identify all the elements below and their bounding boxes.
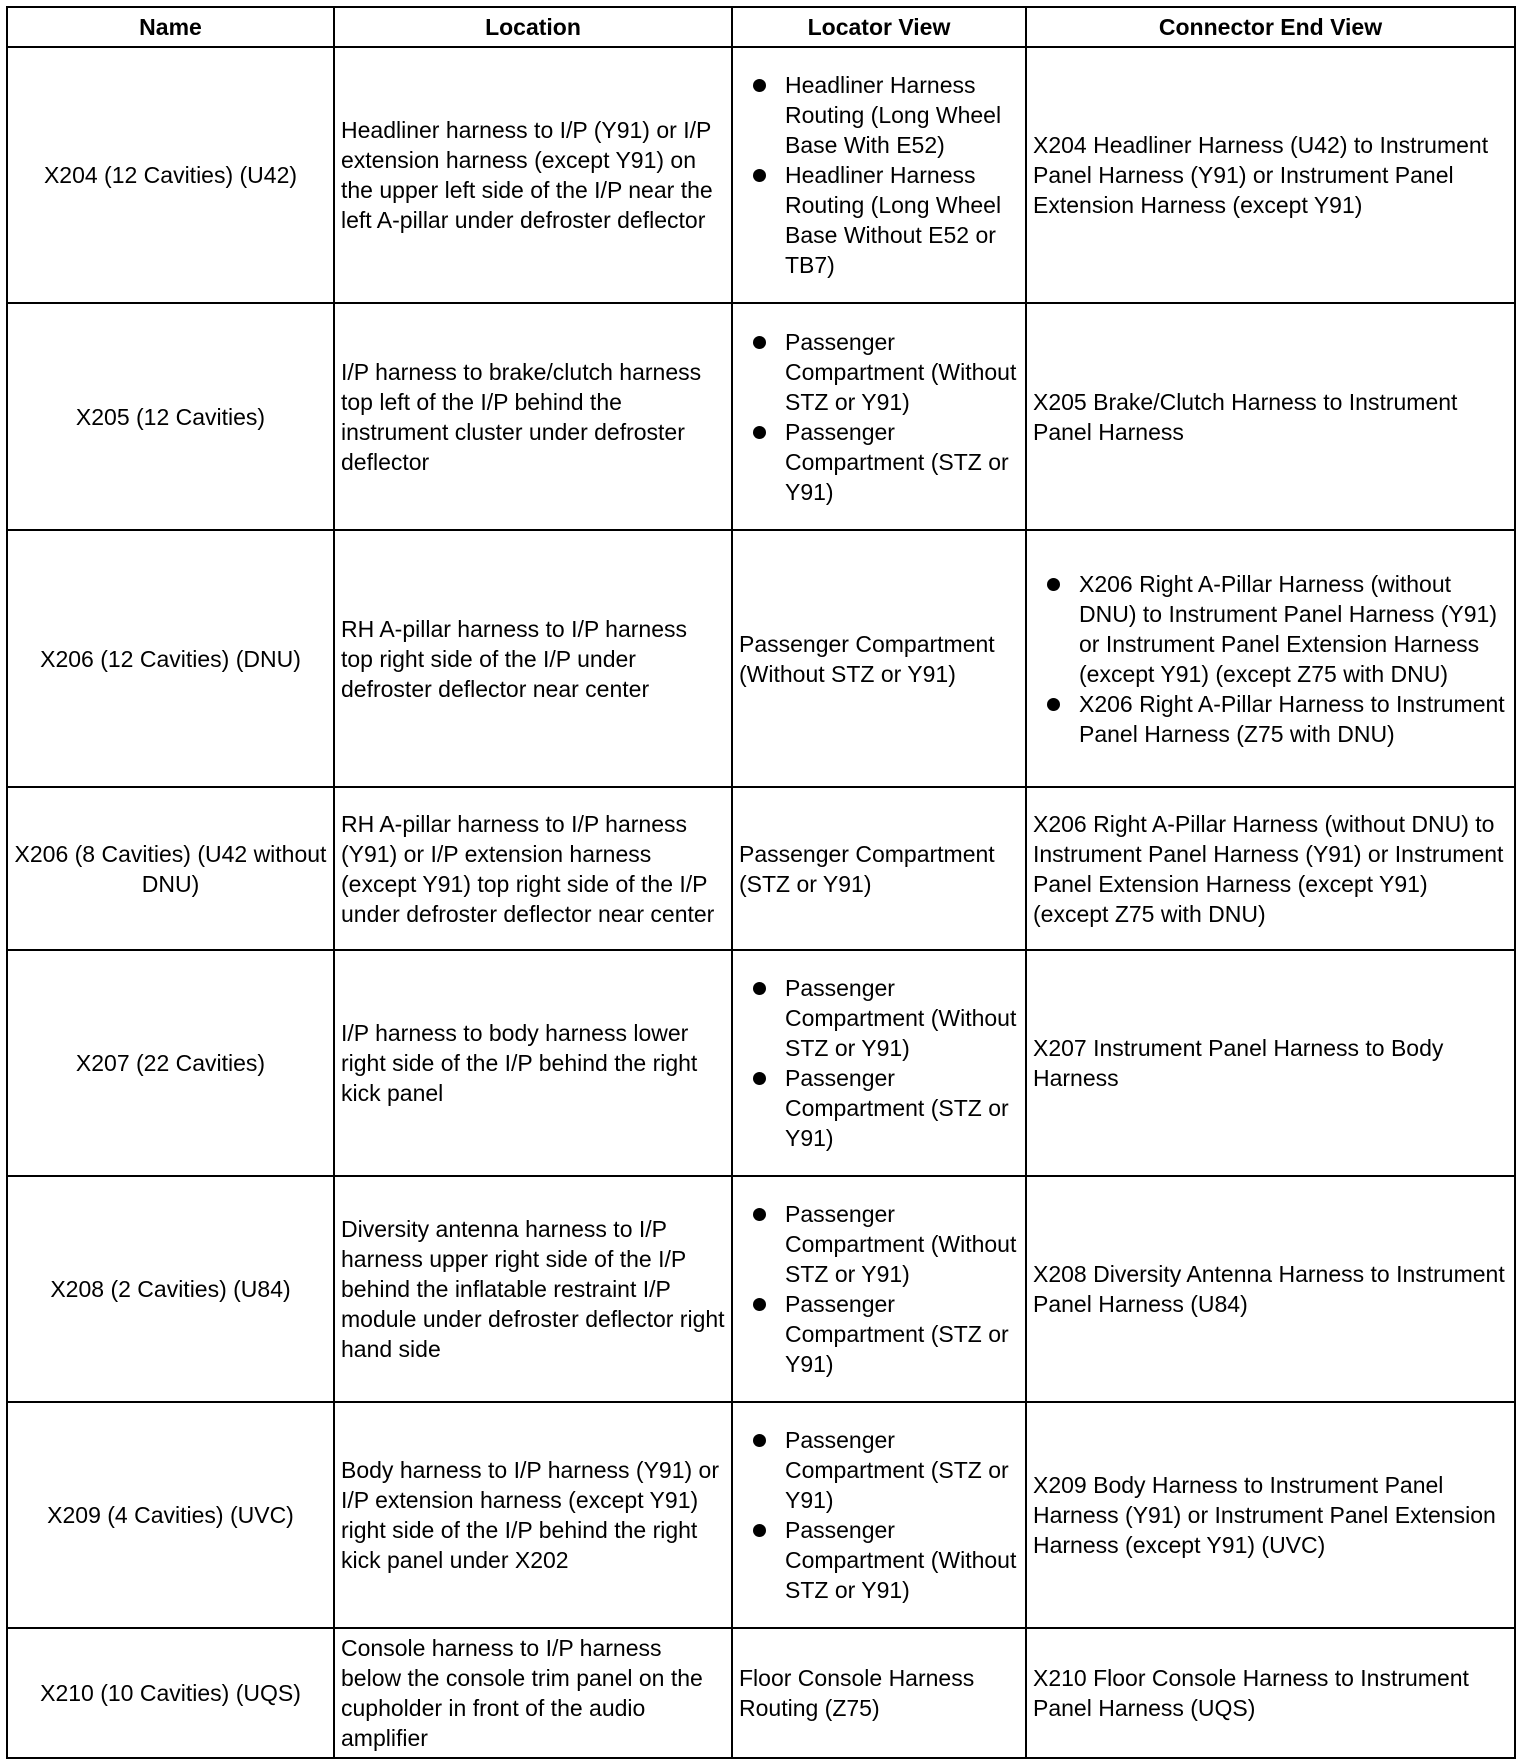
table-row xyxy=(7,787,1515,950)
locator-view-cell xyxy=(732,1176,1026,1402)
bullet-text: Headliner Harness Routing (Long Wheel Base Without E52 or TB7) xyxy=(785,162,1002,278)
table-row xyxy=(7,1402,1515,1628)
location-cell: Headliner harness to I/P (Y91) or I/P extension harness (except Y91) on the upper left side of the I/P near the left A-pillar under defroster deflector xyxy=(334,47,732,303)
connector-name-cell: X209 (4 Cavities) (UVC) xyxy=(7,1402,334,1628)
bullet-text: X206 Right A-Pillar Harness (without DNU) to Instrument Panel Harness (Y91) or Instrument Panel Extension Harness (except Y91) (except Z75 with DNU) xyxy=(1079,570,1497,687)
bullet-text: Passenger Compartment (STZ or Y91) xyxy=(785,1427,1009,1513)
cell-text: Passenger Compartment (STZ or Y91) xyxy=(739,840,995,897)
connector-end-view-cell xyxy=(1026,1628,1515,1758)
bullet-list xyxy=(1033,569,1508,749)
bullet-icon xyxy=(753,169,766,182)
bullet-item xyxy=(739,1199,1019,1289)
bullet-icon xyxy=(753,1208,766,1221)
table-row xyxy=(7,1628,1515,1758)
bullet-item xyxy=(739,160,1019,280)
cell-text: X209 Body Harness to Instrument Panel Harness (Y91) or Instrument Panel Extension Harness (except Y91) (UVC) xyxy=(1033,1472,1496,1558)
bullet-icon xyxy=(753,1298,766,1311)
bullet-icon xyxy=(753,1072,766,1085)
locator-view-cell xyxy=(732,1628,1026,1758)
cell-text: X210 Floor Console Harness to Instrument Panel Harness (UQS) xyxy=(1033,1665,1469,1721)
cell-text: X208 Diversity Antenna Harness to Instrument Panel Harness (U84) xyxy=(1033,1261,1505,1317)
connector-end-view-cell xyxy=(1026,47,1515,303)
location-cell: Console harness to I/P harness below the console trim panel on the cupholder in front of the audio amplifier xyxy=(334,1628,732,1758)
header-name: Name xyxy=(7,7,334,47)
connector-name-cell: X206 (8 Cavities) (U42 without DNU) xyxy=(7,787,334,950)
bullet-text: Passenger Compartment (Without STZ or Y91) xyxy=(785,1517,1017,1603)
bullet-icon xyxy=(753,982,766,995)
bullet-icon xyxy=(753,1524,766,1537)
connector-end-view-cell xyxy=(1026,1402,1515,1628)
connector-name-cell: X205 (12 Cavities) xyxy=(7,303,334,530)
bullet-text: X206 Right A-Pillar Harness to Instrument Panel Harness (Z75 with DNU) xyxy=(1079,690,1505,747)
bullet-list xyxy=(739,973,1019,1153)
table-row xyxy=(7,950,1515,1176)
connector-table xyxy=(6,6,1516,1759)
table-row xyxy=(7,530,1515,787)
connector-name-cell: X206 (12 Cavities) (DNU) xyxy=(7,530,334,787)
bullet-icon xyxy=(753,1434,766,1447)
cell-text: X206 Right A-Pillar Harness (without DNU) to Instrument Panel Harness (Y91) or Instrument Panel Extension Harness (except Y91) (except Z75 with DNU) xyxy=(1033,810,1504,927)
bullet-icon xyxy=(1047,578,1060,591)
table-body xyxy=(7,47,1515,1758)
bullet-icon xyxy=(753,426,766,439)
table-row xyxy=(7,303,1515,530)
bullet-list xyxy=(739,1425,1019,1605)
connector-end-view-cell xyxy=(1026,1176,1515,1402)
header-connector-end-view: Connector End View xyxy=(1026,7,1515,47)
locator-view-cell xyxy=(732,1402,1026,1628)
bullet-icon xyxy=(753,79,766,92)
locator-view-cell xyxy=(732,47,1026,303)
cell-text: X204 Headliner Harness (U42) to Instrument Panel Harness (Y91) or Instrument Panel Extension Harness (except Y91) xyxy=(1033,132,1489,218)
connector-name-cell: X208 (2 Cavities) (U84) xyxy=(7,1176,334,1402)
locator-view-cell xyxy=(732,787,1026,950)
location-cell: Diversity antenna harness to I/P harness upper right side of the I/P behind the inflatable restraint I/P module under defroster deflector right hand side xyxy=(334,1176,732,1402)
bullet-item xyxy=(739,973,1019,1063)
location-cell: Body harness to I/P harness (Y91) or I/P extension harness (except Y91) right side of the I/P behind the right kick panel under X202 xyxy=(334,1402,732,1628)
bullet-text: Passenger Compartment (STZ or Y91) xyxy=(785,418,1009,505)
locator-view-cell xyxy=(732,530,1026,787)
connector-name-cell: X204 (12 Cavities) (U42) xyxy=(7,47,334,303)
bullet-item xyxy=(739,1425,1019,1515)
bullet-text: Passenger Compartment (Without STZ or Y91) xyxy=(785,1201,1017,1287)
cell-text: Passenger Compartment (Without STZ or Y91) xyxy=(739,630,995,687)
bullet-item xyxy=(739,1289,1019,1379)
connector-end-view-cell xyxy=(1026,787,1515,950)
table-header-row xyxy=(7,7,1515,47)
bullet-item xyxy=(739,1515,1019,1605)
bullet-list xyxy=(739,70,1019,280)
connector-end-view-cell xyxy=(1026,303,1515,530)
bullet-item xyxy=(739,1063,1019,1153)
connector-name-cell: X210 (10 Cavities) (UQS) xyxy=(7,1628,334,1758)
bullet-item xyxy=(1033,689,1508,749)
cell-text: Floor Console Harness Routing (Z75) xyxy=(739,1665,975,1721)
locator-view-cell xyxy=(732,303,1026,530)
bullet-item xyxy=(1033,569,1508,689)
location-cell: RH A-pillar harness to I/P harness (Y91) or I/P extension harness (except Y91) top right side of the I/P under defroster deflector near center xyxy=(334,787,732,950)
cell-text: X207 Instrument Panel Harness to Body Harness xyxy=(1033,1035,1444,1091)
bullet-text: Passenger Compartment (STZ or Y91) xyxy=(785,1065,1009,1151)
connector-end-view-cell xyxy=(1026,950,1515,1176)
bullet-text: Passenger Compartment (STZ or Y91) xyxy=(785,1291,1009,1377)
header-locator-view: Locator View xyxy=(732,7,1026,47)
connector-name-cell: X207 (22 Cavities) xyxy=(7,950,334,1176)
connector-end-view-cell xyxy=(1026,530,1515,787)
locator-view-cell xyxy=(732,950,1026,1176)
table-row xyxy=(7,47,1515,303)
bullet-item xyxy=(739,417,1019,507)
header-location: Location xyxy=(334,7,732,47)
cell-text: X205 Brake/Clutch Harness to Instrument Panel Harness xyxy=(1033,388,1458,445)
bullet-text: Headliner Harness Routing (Long Wheel Base With E52) xyxy=(785,72,1002,158)
location-cell: I/P harness to body harness lower right side of the I/P behind the right kick panel xyxy=(334,950,732,1176)
location-cell: I/P harness to brake/clutch harness top left of the I/P behind the instrument cluster under defroster deflector xyxy=(334,303,732,530)
table-row xyxy=(7,1176,1515,1402)
bullet-icon xyxy=(1047,698,1060,711)
bullet-list xyxy=(739,1199,1019,1379)
bullet-item xyxy=(739,327,1019,417)
bullet-icon xyxy=(753,336,766,349)
bullet-list xyxy=(739,327,1019,507)
bullet-text: Passenger Compartment (Without STZ or Y91) xyxy=(785,328,1017,415)
location-cell: RH A-pillar harness to I/P harness top right side of the I/P under defroster deflector near center xyxy=(334,530,732,787)
bullet-text: Passenger Compartment (Without STZ or Y91) xyxy=(785,975,1017,1061)
bullet-item xyxy=(739,70,1019,160)
